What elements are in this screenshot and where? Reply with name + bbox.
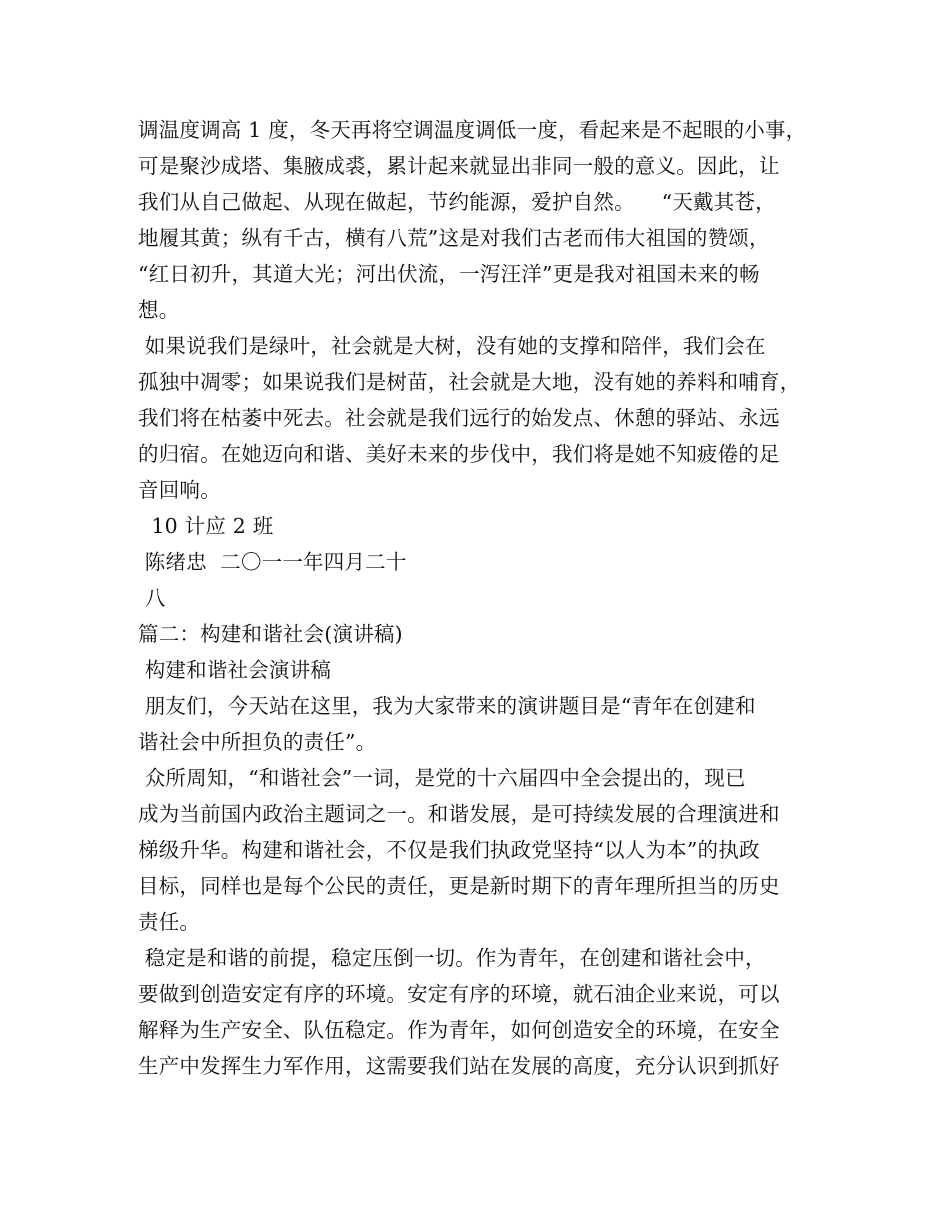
section-heading: 篇二：构建和谐社会(演讲稿)	[138, 622, 403, 646]
text-line: 稳定是和谐的前提，稳定压倒一切。作为青年，在创建和谐社会中，	[138, 946, 766, 970]
author-date-line-continued: 八	[138, 586, 166, 610]
speech-title: 构建和谐社会演讲稿	[138, 658, 332, 682]
text-line: 要做到创造安定有序的环境。安定有序的环境，就石油企业来说，可以	[138, 982, 780, 1006]
text-line: 生产中发挥生力军作用，这需要我们站在发展的高度，充分认识到抓好	[138, 1054, 780, 1078]
author-date-line: 陈绪忠 二〇一一年四月二十	[138, 550, 407, 574]
text-line: 朋友们，今天站在这里，我为大家带来的演讲题目是“青年在创建和	[138, 694, 756, 718]
text-line: 地履其黄；纵有千古，横有八荒”这是对我们古老而伟大祖国的赞颂，	[138, 226, 770, 250]
text-line: 梯级升华。构建和谐社会，不仅是我们执政党坚持“以人为本”的执政	[138, 838, 760, 862]
text-line: 目标，同样也是每个公民的责任，更是新时期下的青年理所担当的历史	[138, 874, 780, 898]
text-line: 责任。	[138, 910, 201, 934]
text-line: 可是聚沙成塔、集腋成裘，累计起来就显出非同一般的意义。因此，让	[138, 154, 780, 178]
text-line: 想。	[138, 298, 180, 322]
class-name-line: 10 计应 2 班	[138, 514, 274, 538]
text-line: 的归宿。在她迈向和谐、美好未来的步伐中，我们将是她不知疲倦的足	[138, 442, 780, 466]
text-line: 孤独中凋零；如果说我们是树苗，社会就是大地，没有她的养料和哺育，	[138, 370, 801, 394]
text-line: 众所周知，“和谐社会”一词，是党的十六届四中全会提出的，现已	[138, 766, 746, 790]
text-line: “红日初升，其道大光；河出伏流，一泻汪洋”更是我对祖国未来的畅	[138, 262, 760, 286]
text-line: 我们从自己做起、从现在做起，节约能源，爱护自然。 “天戴其苍，	[138, 190, 776, 214]
text-line: 解释为生产安全、队伍稳定。作为青年，如何创造安全的环境，在安全	[138, 1018, 780, 1042]
text-line: 成为当前国内政治主题词之一。和谐发展，是可持续发展的合理演进和	[138, 802, 780, 826]
text-line: 音回响。	[138, 478, 221, 502]
document-body	[138, 112, 838, 1084]
text-line: 我们将在枯萎中死去。社会就是我们远行的始发点、休憩的驿站、永远	[138, 406, 780, 430]
text-line: 如果说我们是绿叶，社会就是大树，没有她的支撑和陪伴，我们会在	[138, 334, 766, 358]
text-line: 调温度调高 1 度，冬天再将空调温度调低一度，看起来是不起眼的小事，	[138, 118, 807, 142]
text-line: 谐社会中所担负的责任”。	[138, 730, 377, 754]
